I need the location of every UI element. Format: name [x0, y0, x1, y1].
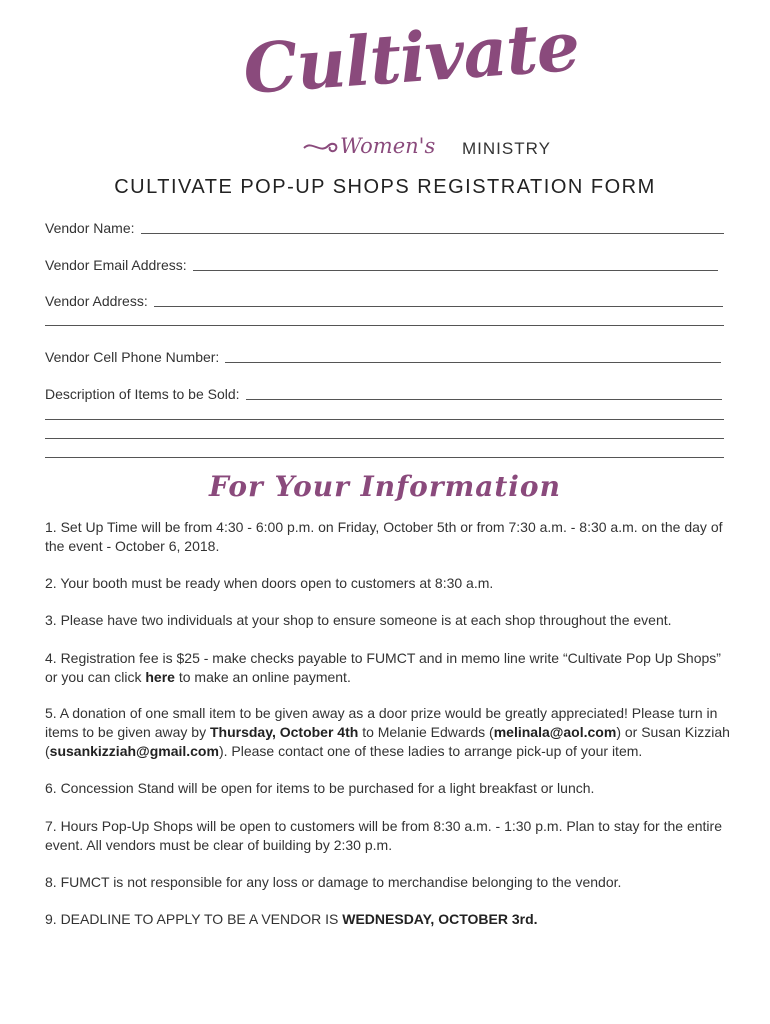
info-item-8: 8. FUMCT is not responsible for any loss or damage to merchandise belonging to the vendor.	[45, 874, 622, 890]
description-line-4[interactable]	[45, 457, 724, 458]
vendor-address-label: Vendor Address:	[45, 293, 148, 309]
vendor-email-label: Vendor Email Address:	[45, 257, 187, 273]
info-item-6: 6. Concession Stand will be open for items to be purchased for a light breakfast or lunch.	[45, 780, 595, 796]
info-item-5-text-c: ) or Susan Kizziah (	[45, 724, 730, 759]
description-label: Description of Items to be Sold:	[45, 386, 240, 402]
deadline-date: WEDNESDAY, OCTOBER 3rd.	[342, 911, 538, 927]
vendor-name-label: Vendor Name:	[45, 220, 135, 236]
logo-womens: Women's	[340, 134, 436, 158]
description-field[interactable]	[45, 382, 722, 402]
info-item-4-text: 4. Registration fee is $25 - make checks payable to FUMCT and in memo line write “Cultivate Pop Up Shops” or you can click	[45, 650, 721, 685]
vendor-phone-line[interactable]	[225, 348, 721, 363]
vendor-address-line[interactable]	[154, 292, 723, 307]
vendor-address-field[interactable]	[45, 289, 723, 309]
vendor-email-line[interactable]	[193, 256, 718, 271]
info-item-4	[45, 649, 730, 687]
susan-email[interactable]: susankizziah@gmail.com	[49, 743, 219, 759]
vendor-name-line[interactable]	[141, 219, 725, 234]
logo-wordmark: Cultivate	[240, 6, 582, 110]
info-item-4-text-end: to make an online payment.	[174, 669, 351, 685]
info-item-5-text-b: to Melanie Edwards (	[358, 724, 494, 740]
info-item-9	[45, 910, 730, 929]
description-line[interactable]	[246, 385, 722, 400]
vendor-phone-field[interactable]	[45, 345, 721, 365]
form-title: CULTIVATE POP-UP SHOPS REGISTRATION FORM	[114, 176, 656, 198]
payment-link[interactable]: here	[145, 669, 175, 685]
info-item-1: 1. Set Up Time will be from 4:30 - 6:00 p.m. on Friday, October 5th or from 7:30 a.m. - 8:30 a.m. on the day of the event - October 6, 2018.	[45, 519, 723, 554]
vendor-phone-label: Vendor Cell Phone Number:	[45, 349, 220, 365]
vendor-name-field[interactable]	[45, 216, 724, 236]
vendor-address-line-2[interactable]	[45, 325, 724, 326]
description-line-3[interactable]	[45, 438, 724, 439]
vendor-email-field[interactable]	[45, 253, 718, 273]
melanie-email[interactable]: melinala@aol.com	[493, 724, 617, 740]
deadline-text: 9. DEADLINE TO APPLY TO BE A VENDOR IS	[45, 911, 343, 927]
cultivate-logo	[240, 6, 582, 166]
info-item-2: 2. Your booth must be ready when doors open to customers at 8:30 a.m.	[45, 575, 494, 591]
info-item-3: 3. Please have two individuals at your shop to ensure someone is at each shop throughout the event.	[45, 612, 672, 628]
door-prize-date: Thursday, October 4th	[209, 724, 359, 740]
info-heading: For Your Information	[209, 470, 561, 503]
logo-ministry: MINISTRY	[462, 139, 551, 158]
info-item-7: 7. Hours Pop-Up Shops will be open to customers will be from 8:30 a.m. - 1:30 p.m. Plan to stay for the entire event. All vendors must be clear of building by 2:30 p.m.	[45, 818, 722, 853]
swirl-ornament-icon	[302, 136, 342, 156]
info-item-5-text-d: ). Please contact one of these ladies to arrange pick-up of your item.	[218, 743, 643, 759]
description-line-2[interactable]	[45, 419, 724, 420]
info-item-5-text: 5. A donation of one small item to be given away as a door prize would be greatly appreciated! Please turn in items to be given away by	[45, 705, 718, 740]
info-item-5	[45, 704, 730, 761]
